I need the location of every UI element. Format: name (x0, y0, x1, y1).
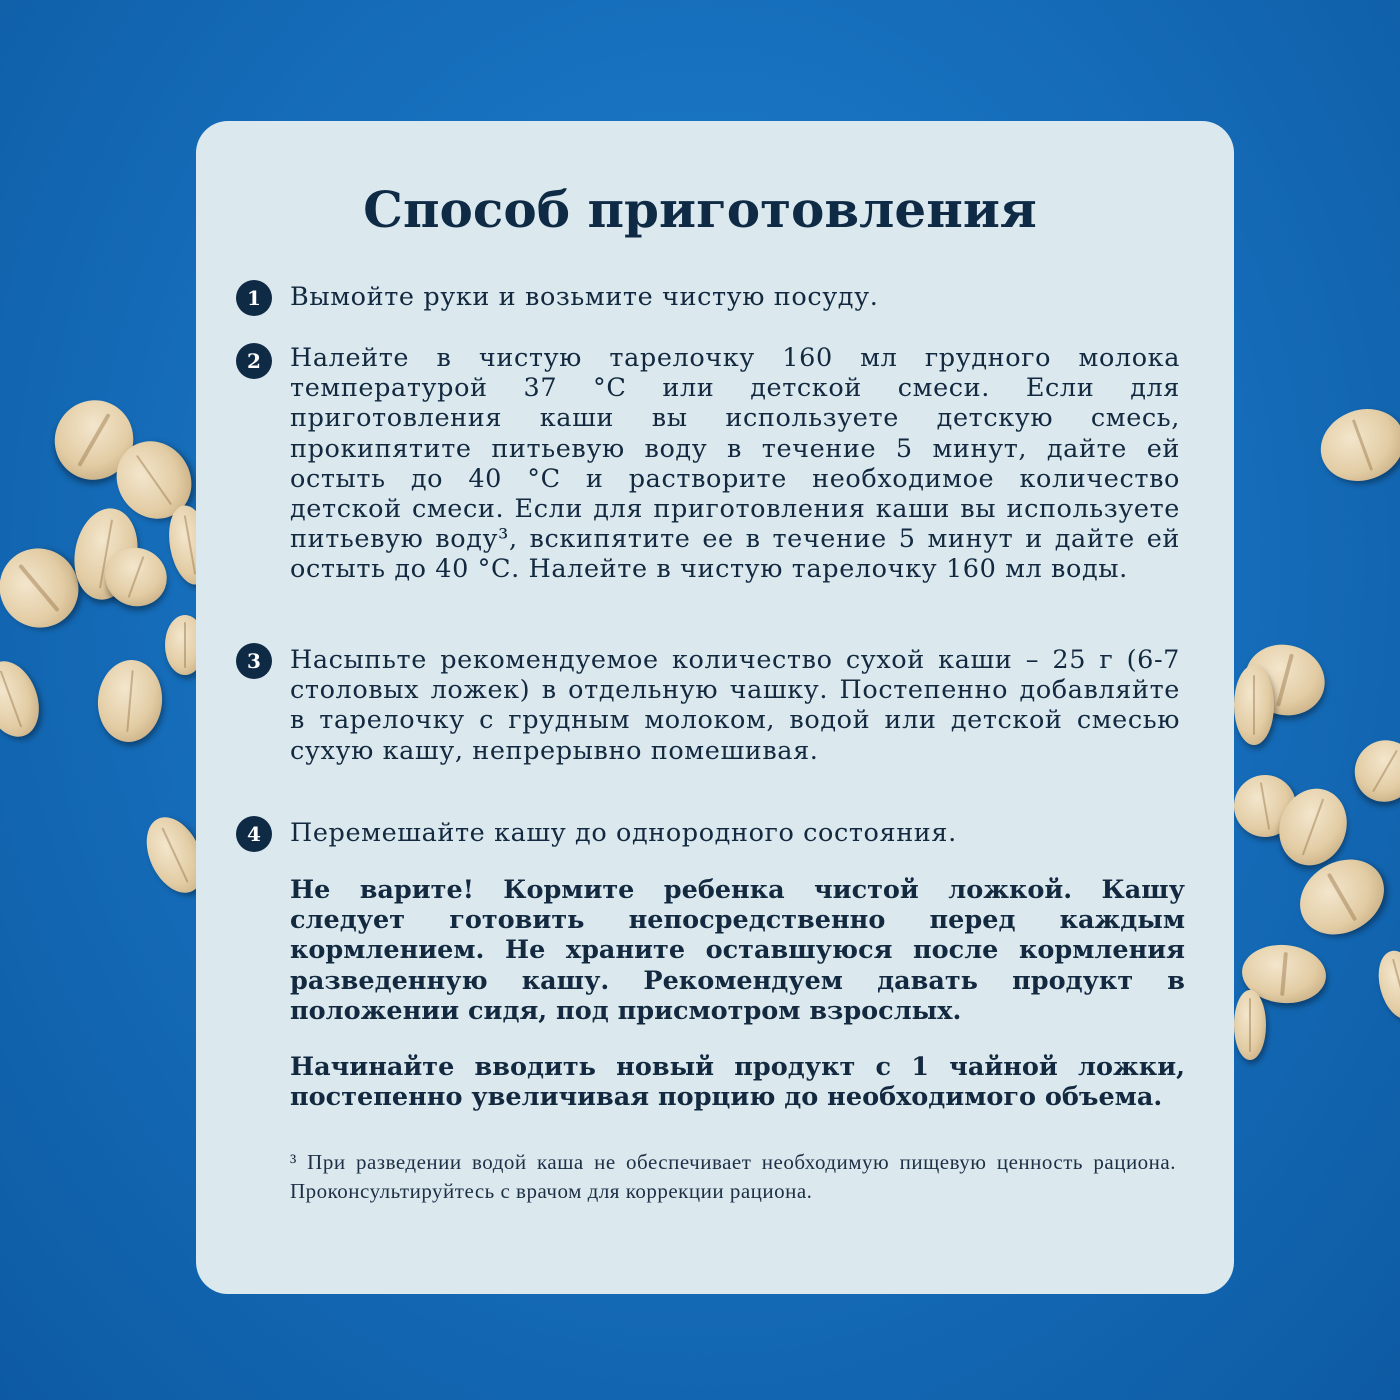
oat-flake-image (95, 657, 166, 744)
footnote-text: ³ При разведении водой каша не обеспечивает необходимую пищевую ценность рациона. Проконсультируйтесь с врачом для коррекции рациона. (290, 1150, 1176, 1203)
step-number-badge: 3 (236, 643, 272, 679)
step-text: Вымойте руки и возьмите чистую посуду. (290, 282, 879, 312)
step-number-badge: 2 (236, 343, 272, 379)
step-number-badge: 4 (236, 816, 272, 852)
intro-note-text: Начинайте вводить новый продукт с 1 чайной ложки, постепенно увеличивая порцию до необходимого объема. (290, 1052, 1185, 1113)
warning-text: Не варите! Кормите ребенка чистой ложкой. Кашу следует готовить непосредственно перед каждым кормлением. Не храните оставшуюся после кормления разведенную кашу. Рекомендуем давать продукт в положении сидя, под присмотром взрослых. (290, 875, 1185, 1026)
oat-flake-image (1234, 665, 1274, 745)
oat-flake-image (1344, 729, 1400, 813)
oat-flake-image (0, 653, 49, 744)
step-text: Насыпьте рекомендуемое количество сухой каши – 25 г (6-7 столовых ложек) в отдельную чашку. Постепенно добавляйте в тарелочку с грудным молоком, водой или детской смесью сухую кашу, непрерывно помешивая. (290, 645, 1180, 766)
step-text: Перемешайте кашу до однородного состояния. (290, 818, 957, 848)
step-number-badge: 1 (236, 280, 272, 316)
oat-flake-image (1234, 990, 1266, 1060)
step-text: Налейте в чистую тарелочку 160 мл грудного молока температурой 37 °С или детской смеси. Если для приготовления каши вы используете детскую смесь, прокипятите питьевую воду в течение 5 минут, дайте ей остыть до 40 °С и растворите необходимое количество детской смеси. Если для приготовления каши вы используете питьевую воду³, вскипятите ее в течение 5 минут и дайте ей остыть до 40 °С. Налейте в чистую тарелочку 160 мл воды. (290, 343, 1180, 585)
oat-flake-image (1311, 398, 1400, 493)
page-title: Способ приготовления (363, 180, 1037, 239)
oat-flake-image (1372, 946, 1400, 1024)
